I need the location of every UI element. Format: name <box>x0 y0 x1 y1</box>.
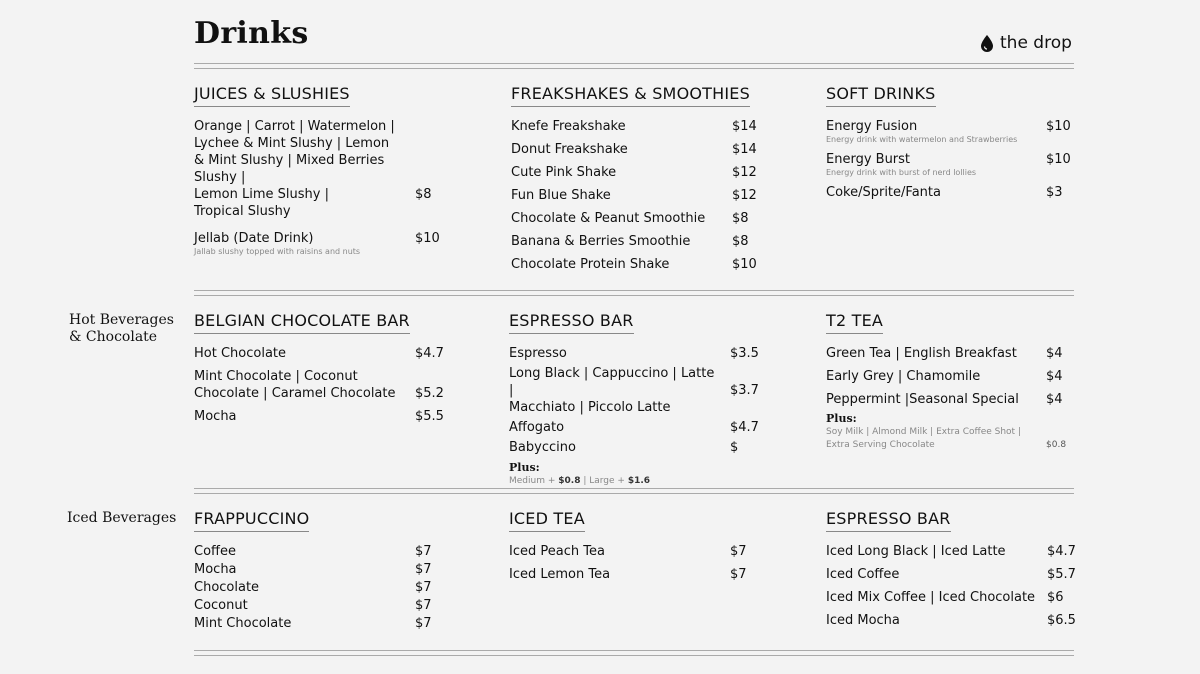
section-items <box>509 345 759 488</box>
section-items <box>826 345 1076 452</box>
section-header-wrap <box>509 509 759 533</box>
item-name: Energy Fusion <box>826 119 918 134</box>
item-price: $10 <box>1046 119 1071 134</box>
item-price: $4 <box>1046 369 1063 384</box>
category-hot-beverages: Hot Beverages & Chocolate <box>69 312 174 345</box>
section-title: ICED TEA <box>509 509 585 532</box>
plus-label: Plus: <box>826 412 857 425</box>
menu-item <box>511 187 761 204</box>
item-price: $7 <box>730 567 747 582</box>
section-header-wrap <box>194 311 444 335</box>
brand-name: the drop <box>1000 33 1072 53</box>
item-price: $ <box>730 440 739 455</box>
menu-item <box>194 597 444 614</box>
large-price: $1.6 <box>627 476 651 486</box>
section-header-wrap <box>194 509 444 533</box>
item-price: $5.7 <box>1047 567 1076 582</box>
item-name: Affogato <box>509 420 565 435</box>
large-label: | Large + <box>580 476 628 486</box>
item-name: Jellab (Date Drink) <box>194 231 314 246</box>
item-price: $4 <box>1046 392 1063 407</box>
item-price: $7 <box>415 616 432 631</box>
menu-item <box>826 151 1076 178</box>
section-header-wrap <box>511 84 761 108</box>
item-name: Chocolate & Peanut Smoothie <box>511 211 706 226</box>
menu-section-freakshakes <box>511 84 761 273</box>
menu-section-espresso-iced <box>826 509 1076 629</box>
item-name: Coffee <box>194 544 236 559</box>
menu-section-espresso-hot <box>509 311 759 488</box>
item-name: Iced Lemon Tea <box>509 567 611 582</box>
item-price: $3 <box>1046 185 1063 200</box>
section-items <box>194 543 444 632</box>
menu-item <box>509 345 759 362</box>
section-title: BELGIAN CHOCOLATE BAR <box>194 311 410 334</box>
plus-label: Plus: <box>509 461 540 474</box>
menu-item <box>194 345 444 362</box>
item-price: $7 <box>415 580 432 595</box>
item-name: Espresso <box>509 346 567 361</box>
item-price: $8 <box>732 234 749 249</box>
menu-item <box>826 589 1076 606</box>
section-title: ESPRESSO BAR <box>509 311 634 334</box>
page-title: Drinks <box>194 16 309 51</box>
menu-section-juices <box>194 84 444 257</box>
item-name: Peppermint |Seasonal Special <box>826 392 1019 407</box>
item-name: Coconut <box>194 598 248 613</box>
menu-item <box>511 233 761 250</box>
item-name: Orange | Carrot | Watermelon | Lychee & Mint Slushy | Lemon & Mint Slushy | Mixed Berries Slushy | Lemon Lime Slushy | Tropical Slushy <box>194 119 395 219</box>
menu-item <box>511 210 761 227</box>
menu-item <box>826 391 1076 408</box>
item-description: Energy drink with watermelon and Strawberries <box>826 135 1018 144</box>
item-price: $12 <box>732 188 757 203</box>
section-title: FREAKSHAKES & SMOOTHIES <box>511 84 750 107</box>
divider <box>194 290 1074 296</box>
item-price: $5.5 <box>415 409 444 424</box>
menu-item <box>194 615 444 632</box>
divider <box>194 63 1074 69</box>
divider <box>194 488 1074 494</box>
menu-item <box>826 612 1076 629</box>
menu-item <box>194 408 444 425</box>
item-price: $4.7 <box>415 346 444 361</box>
item-price: $7 <box>415 544 432 559</box>
extras-row <box>826 426 1076 452</box>
menu-item <box>509 419 759 436</box>
menu-item <box>194 543 444 560</box>
size-upcharges <box>509 475 759 488</box>
menu-item <box>826 345 1076 362</box>
item-name: Iced Mocha <box>826 613 900 628</box>
menu-item <box>194 579 444 596</box>
item-name: Babyccino <box>509 440 576 455</box>
item-price: $3.5 <box>730 346 759 361</box>
menu-section-frappuccino <box>194 509 444 632</box>
section-title: ESPRESSO BAR <box>826 509 951 532</box>
item-name: Knefe Freakshake <box>511 119 626 134</box>
brand-logo <box>980 33 1072 53</box>
medium-label: Medium + <box>509 476 559 486</box>
item-price: $5.2 <box>415 386 444 401</box>
medium-price: $0.8 <box>558 476 581 486</box>
item-name: Banana & Berries Smoothie <box>511 234 691 249</box>
section-title: T2 TEA <box>826 311 883 334</box>
menu-section-soft <box>826 84 1076 201</box>
menu-item <box>194 368 444 402</box>
section-header-wrap <box>509 311 759 335</box>
extras-list: Soy Milk | Almond Milk | Extra Coffee Shot | Extra Serving Chocolate <box>826 427 1021 450</box>
item-price: $4 <box>1046 346 1063 361</box>
menu-item <box>511 256 761 273</box>
menu-item <box>826 566 1076 583</box>
item-price: $14 <box>732 119 757 134</box>
menu-item <box>509 439 759 456</box>
item-price: $14 <box>732 142 757 157</box>
section-items <box>826 118 1076 201</box>
menu-item <box>194 561 444 578</box>
item-name: Iced Peach Tea <box>509 544 605 559</box>
item-price: $4.7 <box>730 420 759 435</box>
section-header-wrap <box>826 509 1076 533</box>
item-name: Mocha <box>194 409 237 424</box>
section-items <box>194 345 444 425</box>
section-title: FRAPPUCCINO <box>194 509 309 532</box>
section-items <box>826 543 1076 629</box>
item-price: $12 <box>732 165 757 180</box>
menu-item <box>826 184 1076 201</box>
item-price: $7 <box>415 562 432 577</box>
item-name: Iced Coffee <box>826 567 900 582</box>
item-name: Energy Burst <box>826 152 911 167</box>
item-description: Energy drink with burst of nerd lollies <box>826 168 977 177</box>
menu-item <box>826 118 1076 145</box>
menu-item <box>826 543 1076 560</box>
item-name: Hot Chocolate <box>194 346 287 361</box>
item-name: Iced Long Black | Iced Latte <box>826 544 1006 559</box>
item-price: $10 <box>732 257 757 272</box>
category-iced-beverages: Iced Beverages <box>67 510 177 526</box>
item-name: Chocolate <box>194 580 260 595</box>
menu-item <box>509 566 759 583</box>
item-price: $6.5 <box>1047 613 1076 628</box>
section-header-wrap <box>826 311 1076 335</box>
item-price: $8 <box>732 211 749 226</box>
item-price: $10 <box>415 231 440 246</box>
item-name: Chocolate Protein Shake <box>511 257 670 272</box>
item-name: Early Grey | Chamomile <box>826 369 981 384</box>
menu-item <box>194 118 444 220</box>
item-price: $7 <box>730 544 747 559</box>
item-name: Donut Freakshake <box>511 142 628 157</box>
item-price: $4.7 <box>1047 544 1076 559</box>
divider <box>194 650 1074 656</box>
item-name: Iced Mix Coffee | Iced Chocolate <box>826 590 1036 605</box>
menu-section-iced-tea <box>509 509 759 583</box>
menu-item <box>194 230 444 257</box>
section-header-wrap <box>194 84 444 108</box>
water-drop-icon <box>980 35 994 52</box>
item-name: Coke/Sprite/Fanta <box>826 185 941 200</box>
section-items <box>194 118 444 257</box>
menu-item <box>511 164 761 181</box>
menu-item <box>509 365 759 416</box>
item-name: Green Tea | English Breakfast <box>826 346 1017 361</box>
item-name: Mocha <box>194 562 237 577</box>
item-price: $8 <box>415 187 432 202</box>
item-name: Cute Pink Shake <box>511 165 617 180</box>
menu-item <box>509 543 759 560</box>
section-title: SOFT DRINKS <box>826 84 936 107</box>
section-items <box>511 118 761 273</box>
section-title: JUICES & SLUSHIES <box>194 84 350 107</box>
item-name: Long Black | Cappuccino | Latte | Macchiato | Piccolo Latte <box>509 366 715 415</box>
item-name: Mint Chocolate | Coconut Chocolate | Caramel Chocolate <box>194 369 396 401</box>
item-name: Fun Blue Shake <box>511 188 611 203</box>
item-price: $3.7 <box>730 383 759 398</box>
menu-item <box>826 368 1076 385</box>
section-items <box>509 543 759 583</box>
item-name: Mint Chocolate <box>194 616 292 631</box>
item-price: $10 <box>1046 152 1071 167</box>
menu-section-belgian <box>194 311 444 425</box>
section-header-wrap <box>826 84 1076 108</box>
item-price: $7 <box>415 598 432 613</box>
item-description: Jallab slushy topped with raisins and nuts <box>194 247 361 256</box>
menu-section-t2 <box>826 311 1076 452</box>
menu-item <box>511 118 761 135</box>
item-price: $6 <box>1047 590 1064 605</box>
extras-price: $0.8 <box>1046 440 1067 450</box>
menu-item <box>511 141 761 158</box>
